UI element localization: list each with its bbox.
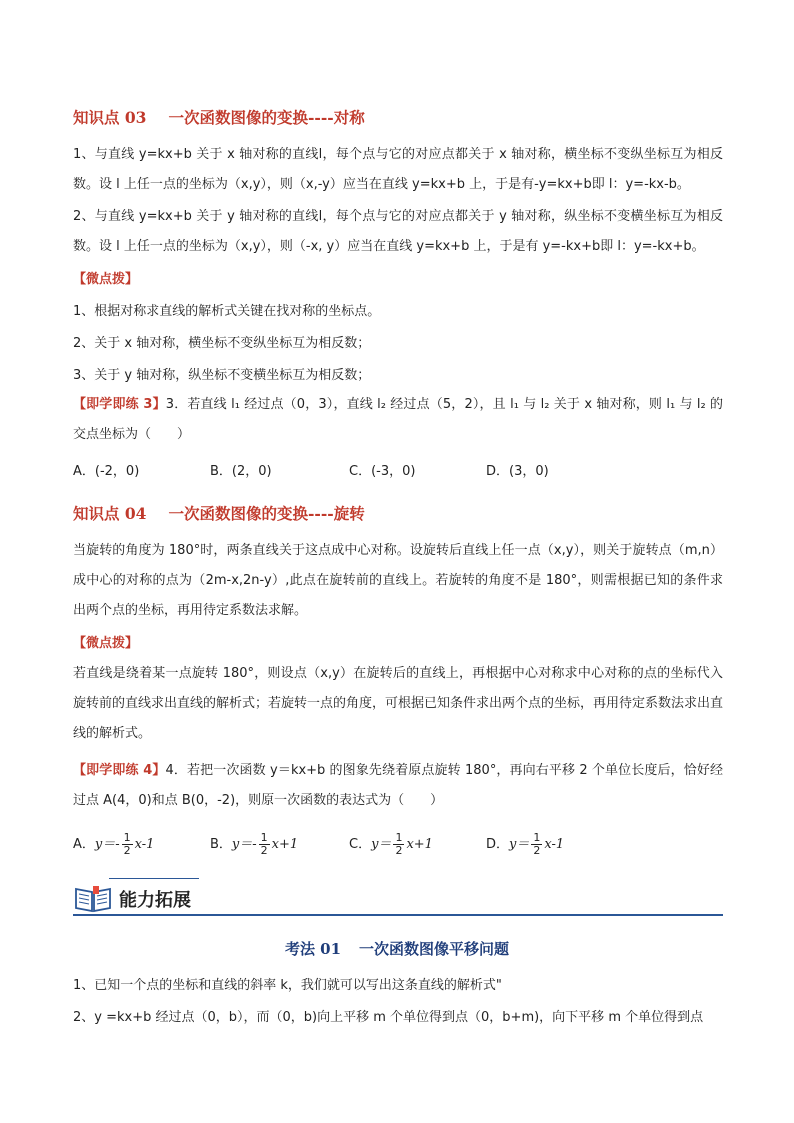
paragraph: 若直线是绕着某一点旋转 180°，则设点（x,y）在旋转后的直线上，再根据中心对称求中心对称的点的坐标代入旋转前的直线求出直线的解析式；若旋转一点的角度，可根据已知条件求出两个点的坐标，再用待定系数法求出直线的解析式。 <box>73 666 724 741</box>
exercise-text: 3．若直线 l₁ 经过点（0，3），直线 l₂ 经过点（5，2），且 l₁ 与 l₂ 关于 x 轴对称，则 l₁ 与 l₂ 的交点坐标为（ ） <box>73 397 723 442</box>
tip-tag: 【微点拨】 <box>73 636 139 651</box>
exercise <box>73 390 723 450</box>
paragraph: 当旋转的角度为 180°时，两条直线关于这点成中心对称。设旋转后直线上任一点（x,y），则关于旋转点（m,n）成中心的对称的点为（2m-x,2n-y）,此点在旋转前的直线上。若旋转的角度不是 180°，则需根据已知的条件求出两个点的坐标，再用待定系数法求解。 <box>73 543 723 618</box>
section-title: 一次函数图像的变换----旋转 <box>168 504 365 523</box>
paragraph: 1、已知一个点的坐标和直线的斜率 k，我们就可以写出这条直线的解析式" <box>73 978 502 993</box>
method-label: 考法 01 <box>284 940 342 958</box>
method-title: 一次函数图像平移问题 <box>359 940 510 958</box>
paragraph: 2、与直线 y=kx+b 关于 y 轴对称的直线l，每个点与它的对应点都关于 y 轴对称，纵坐标不变横坐标互为相反数。设 l 上任一点的坐标为（x,y），则（-x, y）应当在直线 y=kx+b 上，于是有 y=-kx+b即 l：y=-kx+b。 <box>73 209 723 254</box>
banner-top-line <box>109 878 199 879</box>
choice-b[interactable]: B．(2，0) <box>210 464 272 479</box>
exercise-text: 4．若把一次函数 y＝kx+b 的图象先绕着原点旋转 180°，再向右平移 2 个单位长度后，恰好经过点 A(4，0)和点 B(0，-2)，则原一次函数的表达式为（ ） <box>73 763 723 808</box>
paragraph: 1、与直线 y=kx+b 关于 x 轴对称的直线l，每个点与它的对应点都关于 x 轴对称，横坐标不变纵坐标互为相反数。设 l 上任一点的坐标为（x,y），则（x,-y）应当在直线 y=kx+b 上，于是有-y=kx+b即 l：y=-kx-b。 <box>73 147 723 192</box>
choice-list <box>73 832 723 866</box>
choice-d[interactable]: D．(3，0) <box>486 464 549 479</box>
tip-line: 1、根据对称求直线的解析式关键在找对称的坐标点。 <box>73 304 381 319</box>
book-icon <box>73 884 113 914</box>
fraction: $\frac{1}{2}$ <box>533 831 541 857</box>
choice-d[interactable]: D．y＝ $\frac{1}{2}$ x-1 <box>486 831 565 857</box>
section-title: 一次函数图像的变换----对称 <box>168 108 365 127</box>
section-heading-03 <box>73 106 365 128</box>
banner-rule <box>73 914 723 916</box>
method-heading-01 <box>0 938 794 959</box>
choice-b[interactable]: B．y＝- $\frac{1}{2}$ x+1 <box>210 831 299 857</box>
exercise-tag: 【即学即练 4】 <box>73 763 166 778</box>
section-banner <box>73 878 723 918</box>
fraction: $\frac{1}{2}$ <box>123 831 131 857</box>
fraction: $\frac{1}{2}$ <box>395 831 403 857</box>
exercise-tag: 【即学即练 3】 <box>73 397 166 412</box>
fraction: $\frac{1}{2}$ <box>260 831 268 857</box>
tip-line: 2、关于 x 轴对称，横坐标不变纵坐标互为相反数； <box>73 336 371 351</box>
tip-tag: 【微点拨】 <box>73 272 139 287</box>
choice-list <box>73 460 723 490</box>
choice-a[interactable]: A．(-2，0) <box>73 464 140 479</box>
section-label: 知识点 04 <box>73 504 147 523</box>
section-heading-04 <box>73 502 365 524</box>
banner-title: 能力拓展 <box>119 890 191 911</box>
section-label: 知识点 03 <box>73 108 147 127</box>
choice-a[interactable]: A．y＝- $\frac{1}{2}$ x-1 <box>73 831 155 857</box>
choice-c[interactable]: C．(-3，0) <box>349 464 416 479</box>
choice-c[interactable]: C．y＝ $\frac{1}{2}$ x+1 <box>349 831 433 857</box>
paragraph: 2、y =kx+b 经过点（0，b），而（0，b)向上平移 m 个单位得到点（0，b+m)，向下平移 m 个单位得到点 <box>73 1010 704 1025</box>
exercise <box>73 756 723 816</box>
tip-line: 3、关于 y 轴对称，纵坐标不变横坐标互为相反数； <box>73 368 371 383</box>
